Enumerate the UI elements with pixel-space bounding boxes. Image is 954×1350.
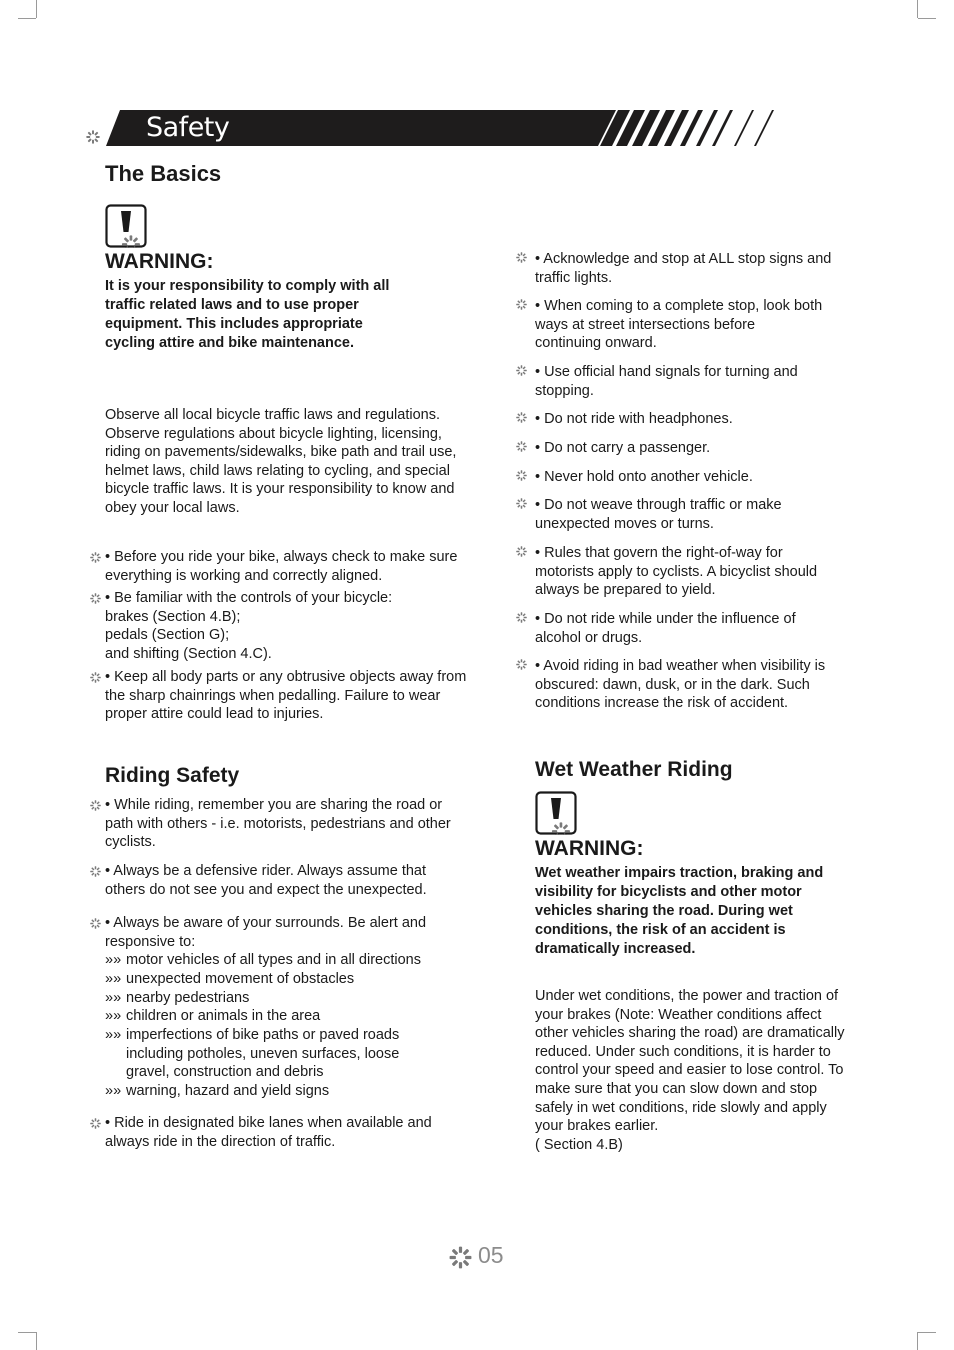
list-item: • Do not carry a passenger. [535, 439, 835, 458]
gear-bullet-icon [516, 498, 527, 509]
list-item: • Always be a defensive rider. Always assume that others do not see you and expect the unexpected. [105, 862, 460, 899]
list-item: • Rules that govern the right-of-way for motorists apply to cyclists. A bicyclist should always be prepared to yield. [535, 544, 820, 600]
list-item: • Acknowledge and stop at ALL stop signs and traffic lights. [535, 250, 835, 287]
wet-weather-body: Under wet conditions, the power and traction of your brakes (Note: Weather conditions affect other vehicles sharing the road) are dramatically reduced. Under such conditions, it is harder to control your speed and easier to lose control. To make sure that you can slow down and stop safely in wet conditions, ride slowly and apply your brakes earlier. [535, 988, 845, 1135]
crop-mark [18, 1332, 36, 1333]
gear-bullet-icon [516, 441, 527, 452]
gear-bullet-icon [90, 918, 101, 929]
gear-bullet-icon [90, 1118, 101, 1129]
gear-bullet-icon [516, 659, 527, 670]
sub-list-item: »» imperfections of bike paths or paved roads including potholes, uneven surfaces, loose gravel, construction and debris [105, 1027, 400, 1081]
section-reference: ( Section 4.B) [535, 1137, 623, 1153]
gear-bullet-icon [516, 612, 527, 623]
warning-heading: WARNING: [105, 250, 214, 273]
crop-mark [918, 18, 936, 19]
gear-bullet-icon [90, 866, 101, 877]
crop-mark [917, 1332, 918, 1350]
list-item: • Do not ride while under the influence of alcohol or drugs. [535, 610, 835, 647]
banner-gear-icon [86, 130, 100, 144]
gear-bullet-icon [90, 552, 101, 563]
list-item: • Never hold onto another vehicle. [535, 468, 835, 487]
sub-list-item: »» children or animals in the area [105, 1008, 321, 1024]
crop-mark [918, 1332, 936, 1333]
list-item: • While riding, remember you are sharing the road or path with others - i.e. motorists, pedestrians and other cyclists. [105, 796, 460, 852]
list-item: • Keep all body parts or any obtrusive objects away from the sharp chainrings when pedalling. Failure to wear proper attire could lead to injuries. [105, 668, 467, 724]
list-item: • Avoid riding in bad weather when visibility is obscured: dawn, dusk, or in the dark. Such conditions increase the risk of accident. [535, 657, 853, 713]
basics-intro: Observe all local bicycle traffic laws and regulations. Observe regulations about bicycle lighting, licensing, riding on pavements/sidewalks, bike path and trail use, helmet laws, child laws relating to cycling, and special bicycle traffic laws. It is your responsibility to know and obey your local laws. [105, 407, 457, 516]
crop-mark [18, 18, 36, 19]
gear-bullet-icon [516, 412, 527, 423]
list-item: • Use official hand signals for turning and stopping. [535, 363, 835, 400]
list-item: • Do not weave through traffic or make unexpected moves or turns. [535, 496, 825, 533]
list-item: • Before you ride your bike, always check to make sure everything is working and correctly aligned. [105, 548, 465, 585]
list-item: • Ride in designated bike lanes when available and always ride in the direction of traffic. [105, 1114, 465, 1151]
gear-bullet-icon [516, 299, 527, 310]
footer-gear-icon [449, 1246, 472, 1269]
list-item: • Be familiar with the controls of your bicycle: brakes (Section 4.B); pedals (Section G); and shifting (Section 4.C). [105, 589, 465, 663]
warning-heading: WARNING: [535, 837, 644, 860]
gear-bullet-icon [516, 252, 527, 263]
warning-text: It is your responsibility to comply with all traffic related laws and to use proper equipment. This includes appropriate cycling attire and bike maintenance. [105, 278, 390, 351]
warning-icon [105, 204, 147, 248]
sub-list-item: »» warning, hazard and yield signs [105, 1083, 330, 1099]
section-heading-basics: The Basics [105, 161, 222, 186]
page-title: Safety [146, 112, 230, 143]
list-item: • Do not ride with headphones. [535, 410, 835, 429]
gear-bullet-icon [516, 365, 527, 376]
list-item: • When coming to a complete stop, look both ways at street intersections before continuing onward. [535, 297, 825, 353]
gear-bullet-icon [516, 470, 527, 481]
sub-list-item: »» nearby pedestrians [105, 990, 250, 1006]
section-heading-wet-weather: Wet Weather Riding [535, 758, 733, 781]
gear-bullet-icon [90, 593, 101, 604]
sub-list-item: »» unexpected movement of obstacles [105, 971, 355, 987]
warning-text: Wet weather impairs traction, braking and visibility for bicyclists and other motor vehicles sharing the road. During wet conditions, the risk of an accident is dramatically increased. [535, 865, 824, 957]
gear-bullet-icon [90, 672, 101, 683]
list-item: • Always be aware of your surrounds. Be alert and responsive to: [105, 914, 460, 951]
gear-bullet-icon [516, 546, 527, 557]
warning-icon [535, 791, 577, 835]
sub-list-item: »» motor vehicles of all types and in all directions [105, 952, 421, 968]
gear-bullet-icon [90, 800, 101, 811]
crop-mark [917, 0, 918, 18]
section-heading-riding-safety: Riding Safety [105, 764, 240, 787]
crop-mark [36, 1332, 37, 1350]
crop-mark [36, 0, 37, 18]
page-number: 05 [478, 1242, 504, 1268]
